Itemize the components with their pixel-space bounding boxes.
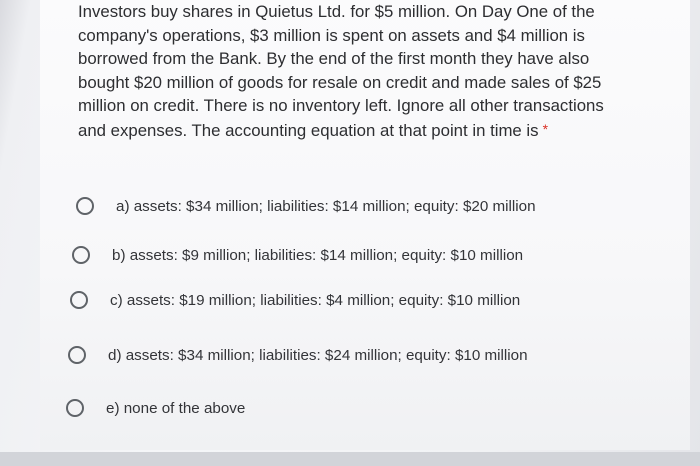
radio-button-b[interactable] <box>72 246 90 264</box>
required-asterisk: * <box>542 120 549 137</box>
radio-button-c[interactable] <box>70 291 88 309</box>
bottom-divider <box>0 452 700 466</box>
radio-button-a[interactable] <box>76 197 94 215</box>
option-c-label[interactable]: c) assets: $19 million; liabilities: $4 million; equity: $10 million <box>110 291 521 309</box>
option-d-label[interactable]: d) assets: $34 million; liabilities: $24 million; equity: $10 million <box>108 346 528 364</box>
option-e-label[interactable]: e) none of the above <box>106 399 246 417</box>
option-b[interactable] <box>72 241 523 269</box>
question-body: Investors buy shares in Quietus Ltd. for $5 million. On Day One of the company's operations, $3 million is spent on assets and $4 million is borrowed from the Bank. By the end of the first month they have also bought $20 million of goods for resale on credit and made sales of $25 million on credit. There is no inventory left. Ignore all other transactions and expenses. The accounting equation at that point in time is <box>78 2 604 140</box>
question-text <box>78 0 682 143</box>
option-a-label[interactable]: a) assets: $34 million; liabilities: $14 million; equity: $20 million <box>116 197 536 215</box>
radio-button-e[interactable] <box>66 399 84 417</box>
option-b-label[interactable]: b) assets: $9 million; liabilities: $14 million; equity: $10 million <box>112 246 524 264</box>
option-e[interactable] <box>66 394 245 422</box>
option-c[interactable] <box>70 286 520 314</box>
option-a[interactable] <box>76 192 536 220</box>
option-d[interactable] <box>68 341 528 369</box>
radio-button-d[interactable] <box>68 346 86 364</box>
